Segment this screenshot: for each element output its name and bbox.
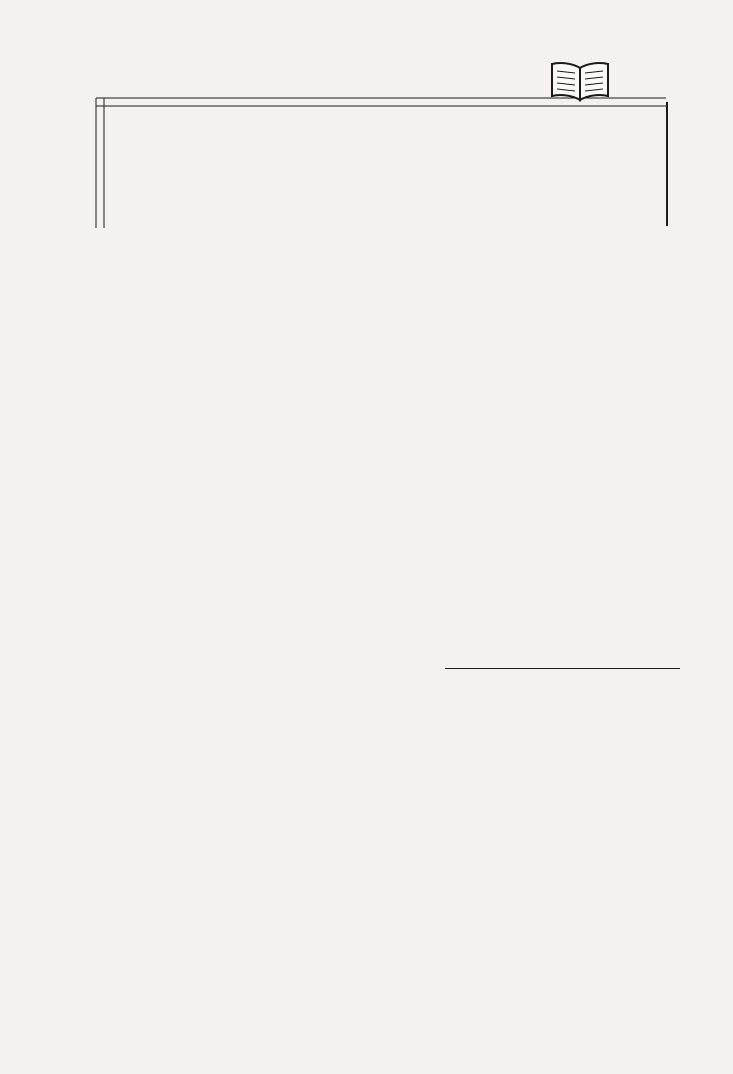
- ornamental-frame: [94, 96, 668, 230]
- open-book-icon: [548, 60, 612, 102]
- ornament-rail-left: [94, 96, 106, 230]
- footnote-divider: [445, 668, 680, 669]
- frame-right-line: [666, 102, 668, 226]
